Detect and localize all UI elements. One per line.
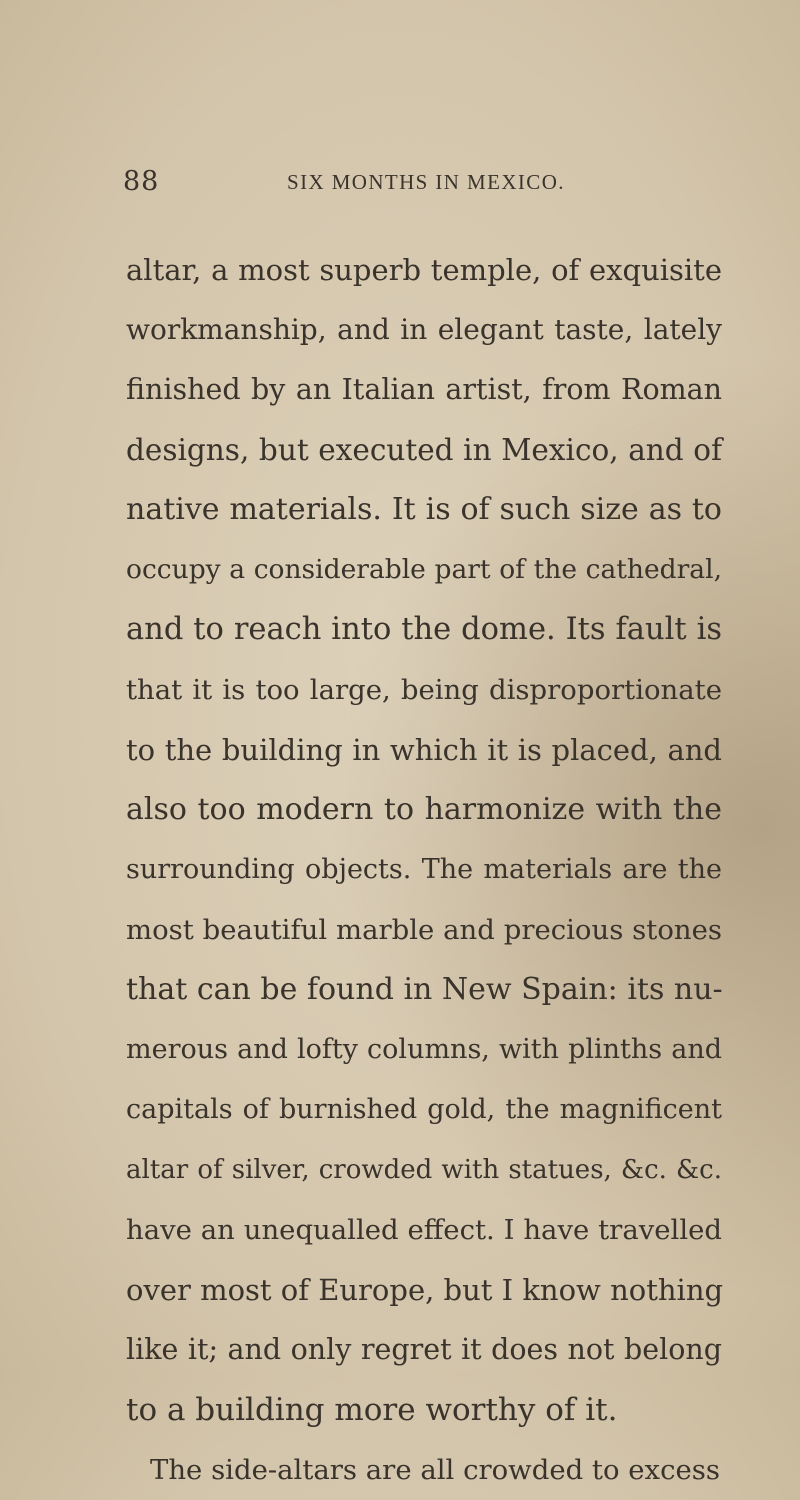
text-line: most beautiful marble and precious stones [126,914,722,946]
text-line: that can be found in New Spain: its nu- [126,972,723,1007]
page-header [123,166,713,206]
text-line: and to reach into the dome. Its fault is [126,612,722,647]
text-line: have an unequalled effect. I have travelled [126,1214,722,1246]
body-text [126,240,722,1500]
text-line: The side-altars are all crowded to excess [150,1454,720,1486]
page-number: 88 [123,166,160,197]
text-line: altar, a most superb temple, of exquisite [126,253,722,287]
text-line: merous and lofty columns, with plinths and [126,1034,722,1065]
text-line: native materials. It is of such size as to [126,492,722,527]
running-head: SIX MONTHS IN MEXICO. [287,170,565,194]
text-line: designs, but executed in Mexico, and of [126,433,722,467]
text-line: workmanship, and in elegant taste, lately [126,313,722,346]
text-line: surrounding objects. The materials are the [126,854,722,885]
text-line: also too modern to harmonize with the [126,792,722,827]
text-line: altar of silver, crowded with statues, &c. &c. [126,1155,722,1185]
text-line: finished by an Italian artist, from Roman [126,373,722,406]
text-line: to the building in which it is placed, and [126,733,722,767]
text-line: that it is too large, being disproportionate [126,674,722,706]
text-line: over most of Europe, but I know nothing [126,1273,724,1307]
text-line: like it; and only regret it does not belong [126,1333,722,1366]
text-line: to a building more worthy of it. [126,1392,618,1428]
text-line: capitals of burnished gold, the magnificent [126,1094,722,1125]
text-line: occupy a considerable part of the cathedral, [126,554,722,585]
